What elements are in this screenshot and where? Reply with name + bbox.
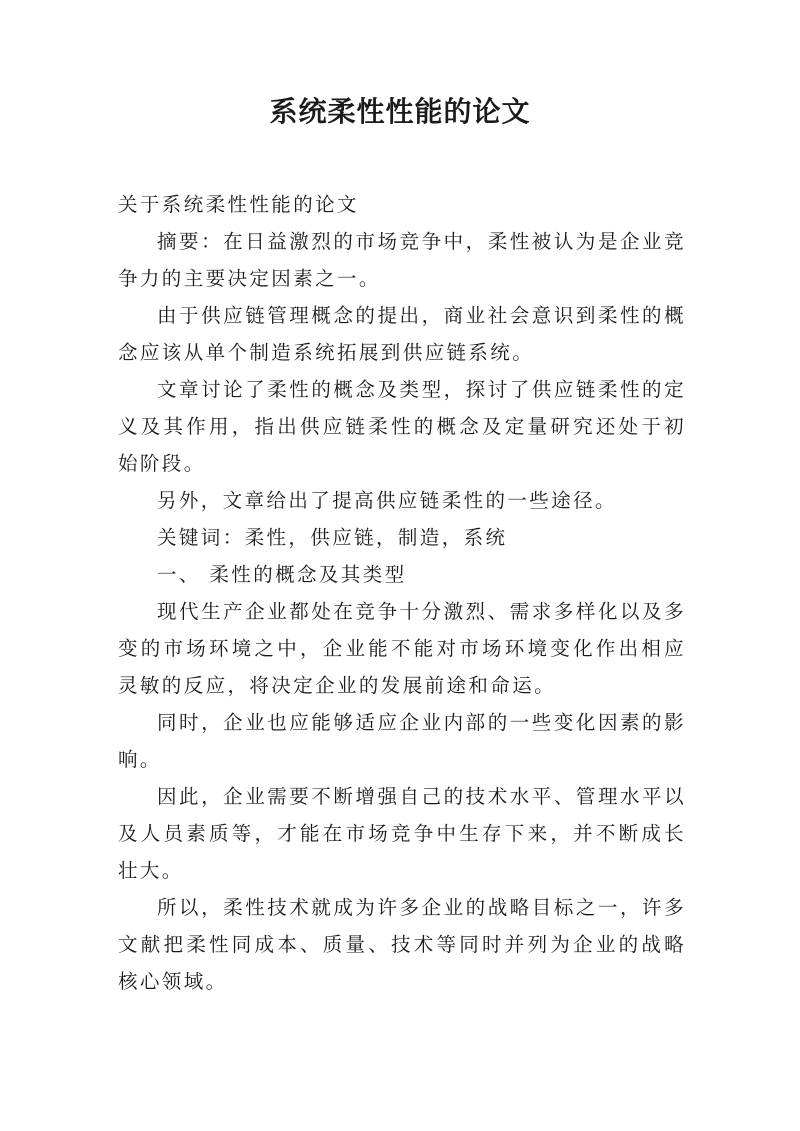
body-paragraph: 因此，企业需要不断增强自己的技术水平、管理水平以及人员素质等，才能在市场竞争中生存下来，并不断成长壮大。 (118, 785, 686, 882)
abstract-paragraph: 摘要：在日益激烈的市场竞争中，柔性被认为是企业竞争力的主要决定因素之一。 (118, 230, 686, 290)
document-body (118, 186, 686, 1000)
body-paragraph: 由于供应链管理概念的提出，商业社会意识到柔性的概念应该从单个制造系统拓展到供应链系统。 (118, 304, 686, 364)
document-title: 系统柔性性能的论文 (269, 95, 531, 128)
body-paragraph: 同时，企业也应能够适应企业内部的一些变化因素的影响。 (118, 711, 686, 771)
section-heading: 一、 柔性的概念及其类型 (157, 563, 407, 586)
body-paragraph: 另外，文章给出了提高供应链柔性的一些途径。 (157, 489, 617, 512)
body-paragraph: 所以，柔性技术就成为许多企业的战略目标之一，许多文献把柔性同成本、质量、技术等同时并列为企业的战略核心领域。 (118, 896, 686, 993)
document-subtitle: 关于系统柔性性能的论文 (118, 193, 359, 216)
body-paragraph: 现代生产企业都处在竞争十分激烈、需求多样化以及多变的市场环境之中，企业能不能对市场环境变化作出相应灵敏的反应，将决定企业的发展前途和命运。 (118, 600, 686, 697)
body-paragraph: 文章讨论了柔性的概念及类型，探讨了供应链柔性的定义及其作用，指出供应链柔性的概念及定量研究还处于初始阶段。 (118, 378, 686, 475)
keywords-paragraph: 关键词：柔性，供应链，制造，系统 (157, 526, 508, 549)
